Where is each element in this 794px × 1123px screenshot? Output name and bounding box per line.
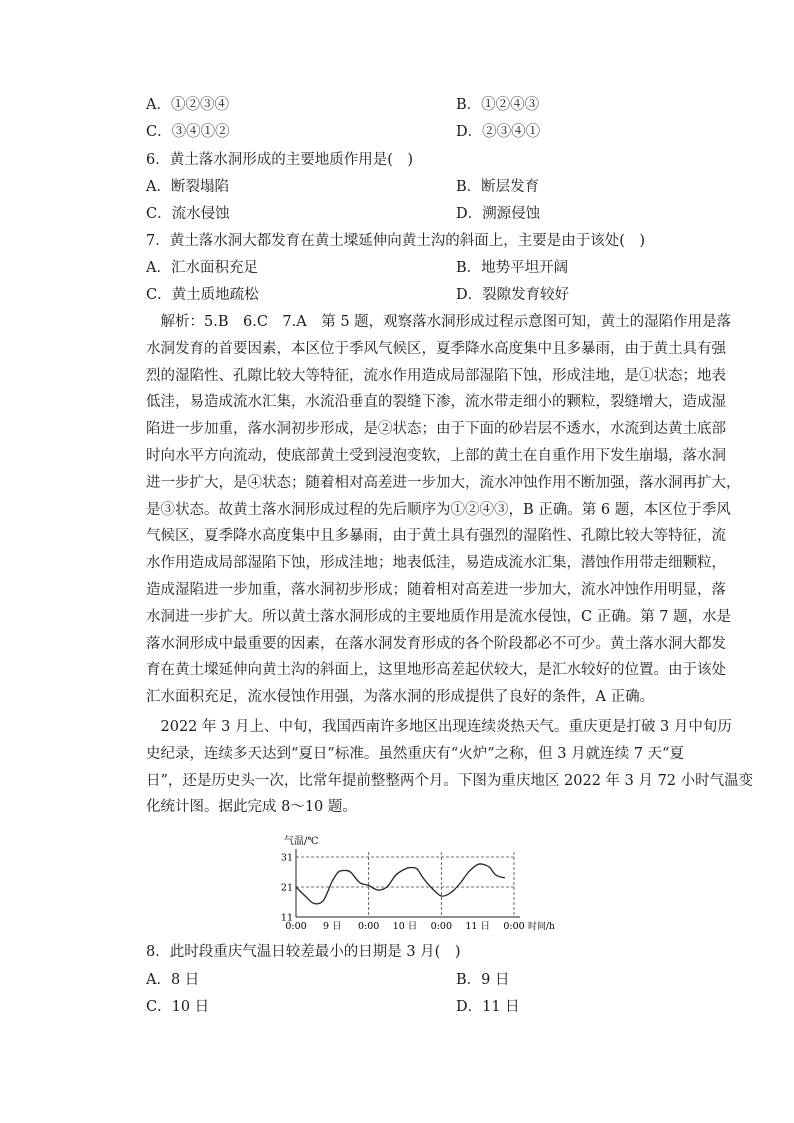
q6-option-c[interactable]: C．流水侵蚀: [146, 206, 230, 222]
x-tick-label: 0:00: [430, 921, 453, 932]
analysis-line: 造成湿陷进一步加重，落水洞初步形成；随着相对高差进一步加大，流水冲蚀作用明显，落: [146, 581, 726, 598]
y-axis-label: 气温/℃: [284, 836, 319, 847]
q7-option-a[interactable]: A．汇水面积充足: [146, 260, 258, 276]
y-tick-label: 21: [280, 882, 293, 894]
analysis-line: 解析：5.B 6.C 7.A 第 5 题，观察落水洞形成过程示意图可知，黄土的湿陷作用是落: [146, 314, 732, 330]
material-line: 化统计图。据此完成 8～10 题。: [146, 799, 357, 816]
q7-option-c[interactable]: C．黄土质地疏松: [146, 287, 259, 303]
analysis-line: 进一步扩大，是④状态；随着相对高差进一步加大，流水冲蚀作用不断加强，落水洞再扩大，: [146, 474, 741, 491]
chart-grid: [296, 852, 514, 917]
y-tick-labels: [281, 853, 293, 924]
material-line: 2022 年 3 月上、中旬，我国西南许多地区出现连续炎热天气。重庆更是打破 3 月中旬历: [146, 719, 732, 735]
analysis-line: 气候区，夏季降水高度集中且多暴雨，由于黄土具有强烈的湿陷性、孔隙比较大等特征，流: [146, 528, 726, 545]
q7-option-d[interactable]: D．裂隙发育较好: [456, 287, 570, 303]
temperature-series-line: [296, 864, 505, 904]
q5-option-a[interactable]: A．①②③④: [146, 97, 229, 113]
x-tick-label: 9 日: [323, 921, 342, 932]
q7-stem: 7．黄土落水洞大都发育在黄土墚延伸向黄土沟的斜面上，主要是由于该处( ): [146, 233, 646, 249]
y-tick-label: 11: [280, 912, 293, 924]
x-axis-label: 时间/h: [528, 922, 555, 932]
x-tick-label: 11 日: [465, 921, 490, 932]
analysis-line: 水洞进一步扩大。所以黄土落水洞形成的主要地质作用是流水侵蚀，C 正确。第 7 题，水是: [146, 608, 732, 625]
analysis-line: 低洼，易造成流水汇集，水流沿垂直的裂缝下渗，流水带走细小的颗粒，裂缝增大，造成湿: [146, 394, 726, 411]
q5-option-b[interactable]: B．①②④③: [456, 97, 540, 113]
analysis-line: 育在黄土墚延伸向黄土沟的斜面上，这里地形高差起伏较大，是汇水较好的位置。由于该处: [146, 662, 726, 679]
q6-option-b[interactable]: B．断层发育: [456, 179, 540, 195]
analysis-line: 落水洞形成中最重要的因素，在落水洞发育形成的各个阶段都必不可少。黄土落水洞大都发: [146, 635, 726, 652]
x-tick-label: 0:00: [503, 921, 525, 932]
material-paragraph: [146, 714, 754, 821]
q5-option-d[interactable]: D．②③④①: [456, 124, 541, 140]
q8-option-d[interactable]: D．11 日: [456, 999, 520, 1015]
analysis-line: 水洞发育的首要因素，本区位于季风气候区，夏季降水高度集中且多暴雨，由于黄土具有强: [146, 340, 726, 357]
temperature-line-chart: [270, 832, 555, 937]
q5-option-c[interactable]: C．③④①②: [146, 124, 230, 140]
x-tick-labels: [285, 921, 524, 932]
x-tick-label: 10 日: [392, 921, 418, 932]
material-line: 史纪录，连续多天达到“夏日”标准。虽然重庆有“火炉”之称，但 3 月就连续 7 天“夏: [146, 745, 684, 762]
q6-stem: 6．黄土落水洞形成的主要地质作用是( ): [146, 152, 414, 168]
analysis-line: 是③状态。故黄土落水洞形成过程的先后顺序为①②④③，B 正确。第 6 题，本区位于季风: [146, 501, 731, 518]
material-line: 日”，还是历史头一次，比常年提前整整两个月。下图为重庆地区 2022 年 3 月 72 小时气温变: [146, 772, 754, 789]
analysis-line: 汇水面积充足，流水侵蚀作用强，为落水洞的形成提供了良好的条件，A 正确。: [146, 689, 655, 706]
analysis-line: 烈的湿陷性、孔隙比较大等特征，流水作用造成局部湿陷下蚀，形成洼地，是①状态；地表: [146, 367, 726, 384]
x-tick-label: 0:00: [357, 921, 380, 932]
y-tick-label: 31: [280, 852, 293, 864]
q6-option-d[interactable]: D．溯源侵蚀: [456, 206, 541, 222]
q8-stem: 8．此时段重庆气温日较差最小的日期是 3 月( ): [146, 944, 461, 960]
q8-option-b[interactable]: B．9 日: [456, 972, 510, 988]
q8-option-a[interactable]: A．8 日: [146, 972, 200, 988]
x-tick-label: 0:00: [285, 921, 307, 932]
q8-option-c[interactable]: C．10 日: [146, 999, 210, 1015]
q7-option-b[interactable]: B．地势平坦开阔: [456, 260, 569, 276]
analysis-line: 陷进一步加重，落水洞初步形成，是②状态；由于下面的砂岩层不透水，水流到达黄土底部: [146, 421, 726, 438]
analysis-paragraph: [146, 309, 741, 711]
q6-option-a[interactable]: A．断裂塌陷: [146, 179, 229, 195]
analysis-line: 水作用造成局部湿陷下蚀，形成洼地；地表低洼，易造成流水汇集，潜蚀作用带走细颗粒，: [146, 555, 726, 572]
analysis-line: 时向水平方向流动，使底部黄土受到浸泡变软，上部的黄土在自重作用下发生崩塌，落水洞: [146, 447, 726, 464]
